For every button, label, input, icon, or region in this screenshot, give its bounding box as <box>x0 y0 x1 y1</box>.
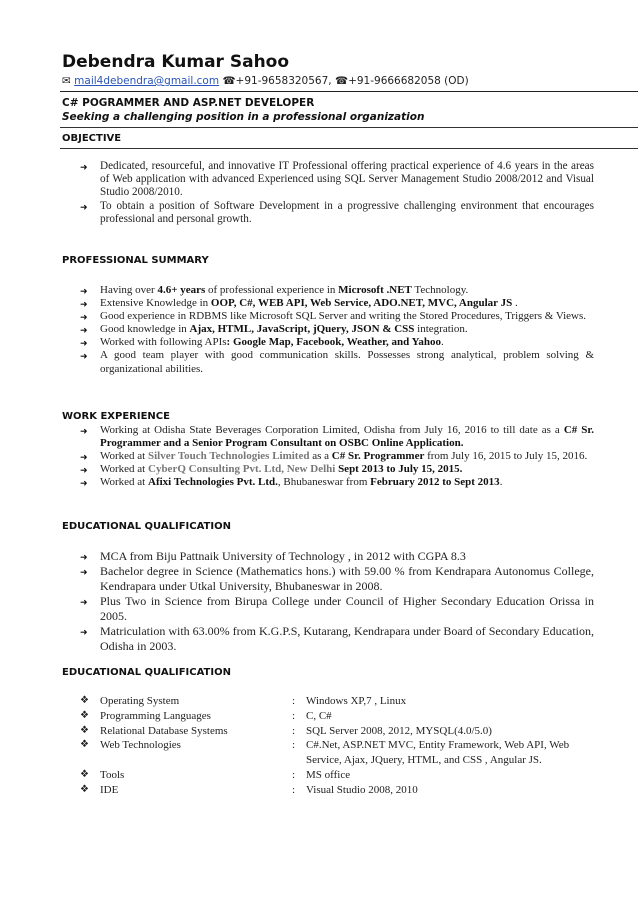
list-item: ➜ Worked at Afixi Technologies Pvt. Ltd., Bhubaneswar from February 2012 to Sept 2013. <box>62 476 594 489</box>
telephone-icon: ☎ <box>334 75 349 87</box>
arrow-bullet-icon: ➜ <box>80 286 88 296</box>
list-item: ➜ Good experience in RDBMS like Microsoft SQL Server and writing the Stored Procedures, Triggers & Views. <box>62 310 594 323</box>
list-item: ➜ Extensive Knowledge in OOP, C#, WEB API, Web Service, ADO.NET, MVC, Angular JS . <box>62 297 594 310</box>
list-item: ➜ Matriculation with 63.00% from K.G.P.S, Kutarang, Kendrapara under Board of Secondary Education, Odisha in 2003. <box>80 624 594 653</box>
arrow-bullet-icon: ➜ <box>80 201 88 212</box>
arrow-bullet-icon: ➜ <box>80 552 88 562</box>
arrow-bullet-icon: ➜ <box>80 351 88 362</box>
diamond-bullet-icon: ❖ <box>80 695 89 706</box>
education-list <box>62 549 594 654</box>
skill-row: ❖ IDE : Visual Studio 2008, 2010 <box>80 783 418 796</box>
work-heading: WORK EXPERIENCE <box>62 411 170 422</box>
arrow-bullet-icon: ➜ <box>80 338 88 349</box>
list-item: ➜ Plus Two in Science from Birupa College under Council of Higher Secondary Education Orissa in 2005. <box>80 594 594 623</box>
skill-row: ❖ Tools : MS office <box>80 768 351 781</box>
list-item: ➜ MCA from Biju Pattnaik University of Technology , in 2012 with CGPA 8.3 <box>80 549 466 563</box>
education-heading: EDUCATIONAL QUALIFICATION <box>62 521 231 532</box>
skill-row: ❖ Relational Database Systems : SQL Server 2008, 2012, MYSQL(4.0/5.0) <box>80 724 492 737</box>
list-item: ➜ A good team player with good communication skills. Possesses strong analytical, problem solving & organizational abilities. <box>80 349 594 375</box>
summary-list <box>62 284 594 376</box>
skills-table <box>80 694 600 798</box>
phone-primary: +91-9658320567, <box>235 75 332 87</box>
candidate-name: Debendra Kumar Sahoo <box>62 52 290 72</box>
work-list <box>62 424 594 489</box>
list-item: ➜ Dedicated, resourceful, and innovative IT Professional offering practical experience of 4.6 years in the areas of Web application with advanced Experienced using SQL Server Management Studio 2008/2012 and Visual Studio 2008/2010. <box>80 160 594 199</box>
header-divider <box>60 91 638 92</box>
list-item: ➜ Working at Odisha State Beverages Corporation Limited, Odisha from July 16, 2016 to till date as a C# Sr. Programmer and a Senior Program Consultant on OSBC Online Application. <box>80 424 595 450</box>
arrow-bullet-icon: ➜ <box>80 597 88 607</box>
skill-row: ❖ Web Technologies : C#.Net, ASP.NET MVC, Entity Framework, Web API, Web Service, Ajax, JQuery, HTML, and CSS , Angular JS. <box>80 739 570 767</box>
list-item: ➜ Good knowledge in Ajax, HTML, JavaScript, jQuery, JSON & CSS integration. <box>62 323 594 336</box>
arrow-bullet-icon: ➜ <box>80 312 88 323</box>
summary-heading: PROFESSIONAL SUMMARY <box>62 255 209 266</box>
list-item: ➜ Having over 4.6+ years of professional experience in Microsoft .NET Technology. <box>62 284 594 297</box>
objective-divider <box>60 148 638 149</box>
arrow-bullet-icon: ➜ <box>80 627 88 637</box>
email-link[interactable]: mail4debendra@gmail.com <box>74 75 220 87</box>
diamond-bullet-icon: ❖ <box>80 724 89 736</box>
arrow-bullet-icon: ➜ <box>80 478 88 489</box>
objective-list <box>62 160 594 226</box>
skill-row: ❖ Operating System : Windows XP,7 , Linux <box>80 695 407 707</box>
envelope-icon: ✉ <box>62 75 71 87</box>
phone-secondary: +91-9666682058 (OD) <box>348 75 469 87</box>
diamond-bullet-icon: ❖ <box>80 739 89 751</box>
list-item: ➜ Worked at Silver Touch Technologies Limited as a C# Sr. Programmer from July 16, 2015 to July 15, 2016. <box>62 450 594 463</box>
diamond-bullet-icon: ❖ <box>80 768 89 780</box>
skill-row: ❖ Programming Languages : C, C# <box>80 709 332 722</box>
role-title: C# POGRAMMER AND ASP.NET DEVELOPER <box>62 97 315 109</box>
arrow-bullet-icon: ➜ <box>80 299 88 310</box>
list-item: ➜ Worked with following APIs: Google Map, Facebook, Weather, and Yahoo. <box>62 336 594 349</box>
contact-line <box>62 75 469 87</box>
tagline: Seeking a challenging position in a professional organization <box>62 111 425 123</box>
arrow-bullet-icon: ➜ <box>80 426 88 436</box>
arrow-bullet-icon: ➜ <box>80 567 88 577</box>
arrow-bullet-icon: ➜ <box>80 452 88 463</box>
arrow-bullet-icon: ➜ <box>80 465 88 476</box>
tagline-divider <box>60 127 638 128</box>
list-item: ➜ Worked at CyberQ Consulting Pvt. Ltd, New Delhi Sept 2013 to July 15, 2015. <box>62 463 594 476</box>
arrow-bullet-icon: ➜ <box>80 162 88 172</box>
arrow-bullet-icon: ➜ <box>80 325 88 336</box>
diamond-bullet-icon: ❖ <box>80 783 89 795</box>
telephone-icon: ☎ <box>222 75 236 87</box>
diamond-bullet-icon: ❖ <box>80 709 89 721</box>
list-item: ➜ To obtain a position of Software Development in a progressive challenging environment that encourages professional and personal growth. <box>80 199 594 225</box>
objective-heading: OBJECTIVE <box>62 133 122 144</box>
list-item: ➜ Bachelor degree in Science (Mathematics hons.) with 59.00 % from Kendrapara Autonomus College, Kendrapara under Utkal University, Bhubaneswar in 2008. <box>80 564 594 593</box>
skills-heading: EDUCATIONAL QUALIFICATION <box>62 667 231 678</box>
